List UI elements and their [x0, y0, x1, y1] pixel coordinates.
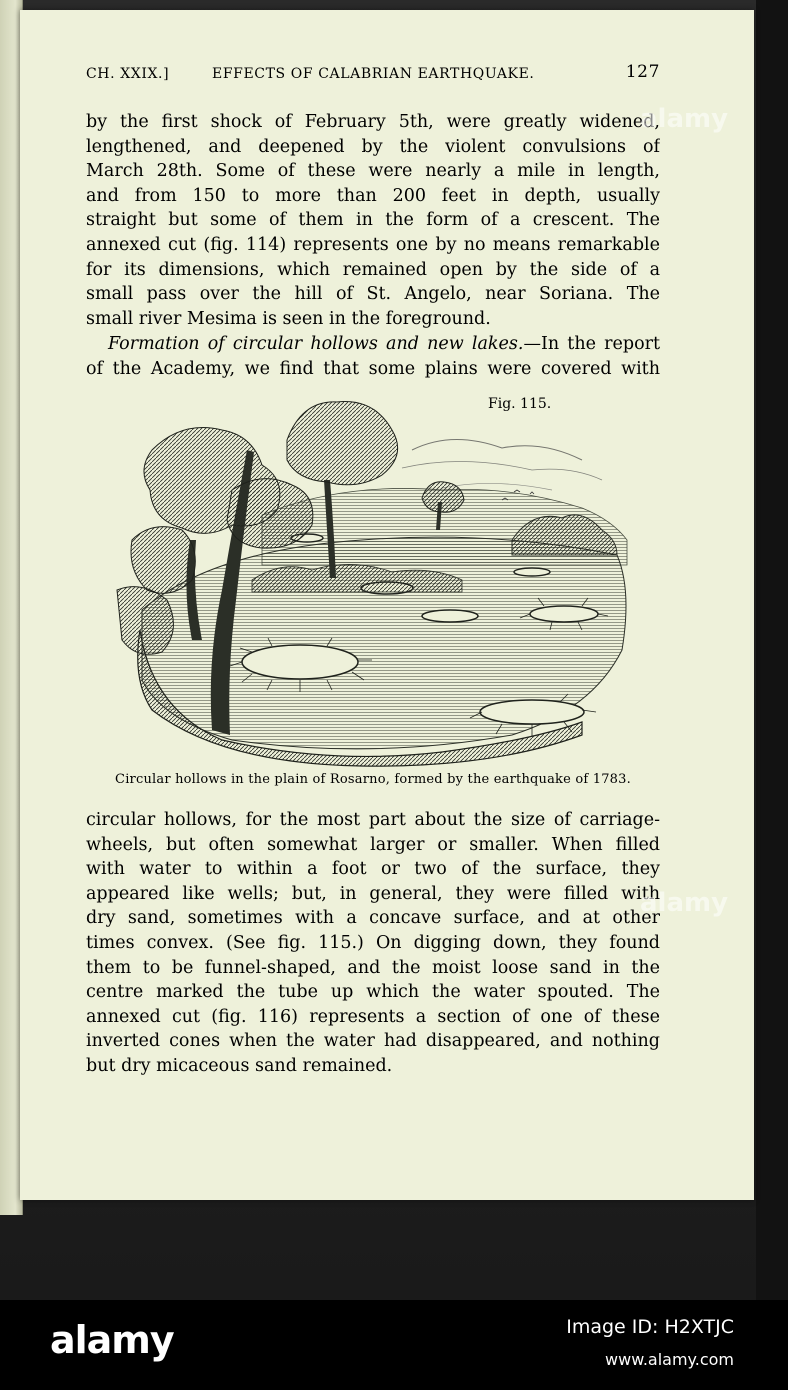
- text-line: circular hollows, for the most part about the size of carriage-: [86, 810, 660, 830]
- clouds: [402, 439, 602, 490]
- text-line: them to be funnel-shaped, and the moist loose sand in the: [86, 957, 660, 978]
- paragraph-2: [86, 332, 660, 381]
- book-shadow: [756, 0, 788, 1300]
- engraving-illustration: [112, 390, 632, 770]
- text-line: wheels, but often somewhat larger or smaller. When filled: [86, 834, 660, 855]
- text-line: and from 150 to more than 200 feet in depth, usually: [86, 185, 660, 206]
- text-line: March 28th. Some of these were nearly a mile in length,: [86, 161, 660, 182]
- figure-label: Fig. 115.: [488, 396, 552, 412]
- text-line: but dry micaceous sand remained.: [86, 1055, 393, 1076]
- text-line: with water to within a foot or two of the surface, they: [86, 859, 660, 880]
- text-line: [86, 332, 660, 357]
- chapter-label: CH. XXIX.]: [86, 66, 170, 82]
- text-line: by the first shock of February 5th, were greatly widened,: [86, 112, 660, 132]
- text-line: dry sand, sometimes with a concave surface, and at other: [86, 908, 660, 929]
- text-line: for its dimensions, which remained open by the side of a: [86, 259, 660, 280]
- foliage-center: [287, 402, 398, 485]
- text-line: of the Academy, we find that some plains were covered with: [86, 358, 660, 379]
- text-line: appeared like wells; but, in general, they were filled with: [86, 883, 660, 904]
- image-id: Image ID: H2XTJC: [566, 1316, 734, 1338]
- section-heading: Formation of circular hollows and new lakes.: [108, 334, 524, 354]
- paragraph-3: [86, 808, 660, 1079]
- text-line: times convex. (See fig. 115.) On digging down, they found: [86, 932, 660, 953]
- site-url: www.alamy.com: [605, 1350, 734, 1369]
- overlay-watermark: alamy: [640, 888, 729, 918]
- paragraph-1: [86, 110, 660, 331]
- text-line: small river Mesima is seen in the foreground.: [86, 308, 491, 329]
- overlay-watermark: alamy: [640, 104, 729, 134]
- brand-logo: alamy: [50, 1318, 174, 1362]
- text-run: —In the report: [523, 334, 660, 354]
- text-line: annexed cut (fig. 114) represents one by no means remarkable: [86, 234, 660, 255]
- text-line: inverted cones when the water had disappeared, and nothing: [86, 1031, 660, 1052]
- text-line: straight but some of them in the form of a crescent. The: [86, 210, 660, 231]
- page-number: 127: [625, 62, 660, 82]
- text-line: lengthened, and deepened by the violent convulsions of: [86, 136, 660, 157]
- text-line: small pass over the hill of St. Angelo, near Soriana. The: [86, 284, 660, 305]
- chapter-title: EFFECTS OF CALABRIAN EARTHQUAKE.: [212, 66, 535, 82]
- text-line: centre marked the tube up which the water spouted. The: [86, 982, 660, 1003]
- running-head: [86, 62, 660, 86]
- distant-tree-foliage: [422, 482, 464, 512]
- text-line: annexed cut (fig. 116) represents a section of one of these: [86, 1006, 660, 1027]
- figure-caption: Circular hollows in the plain of Rosarno, formed by the earthquake of 1783.: [115, 772, 631, 787]
